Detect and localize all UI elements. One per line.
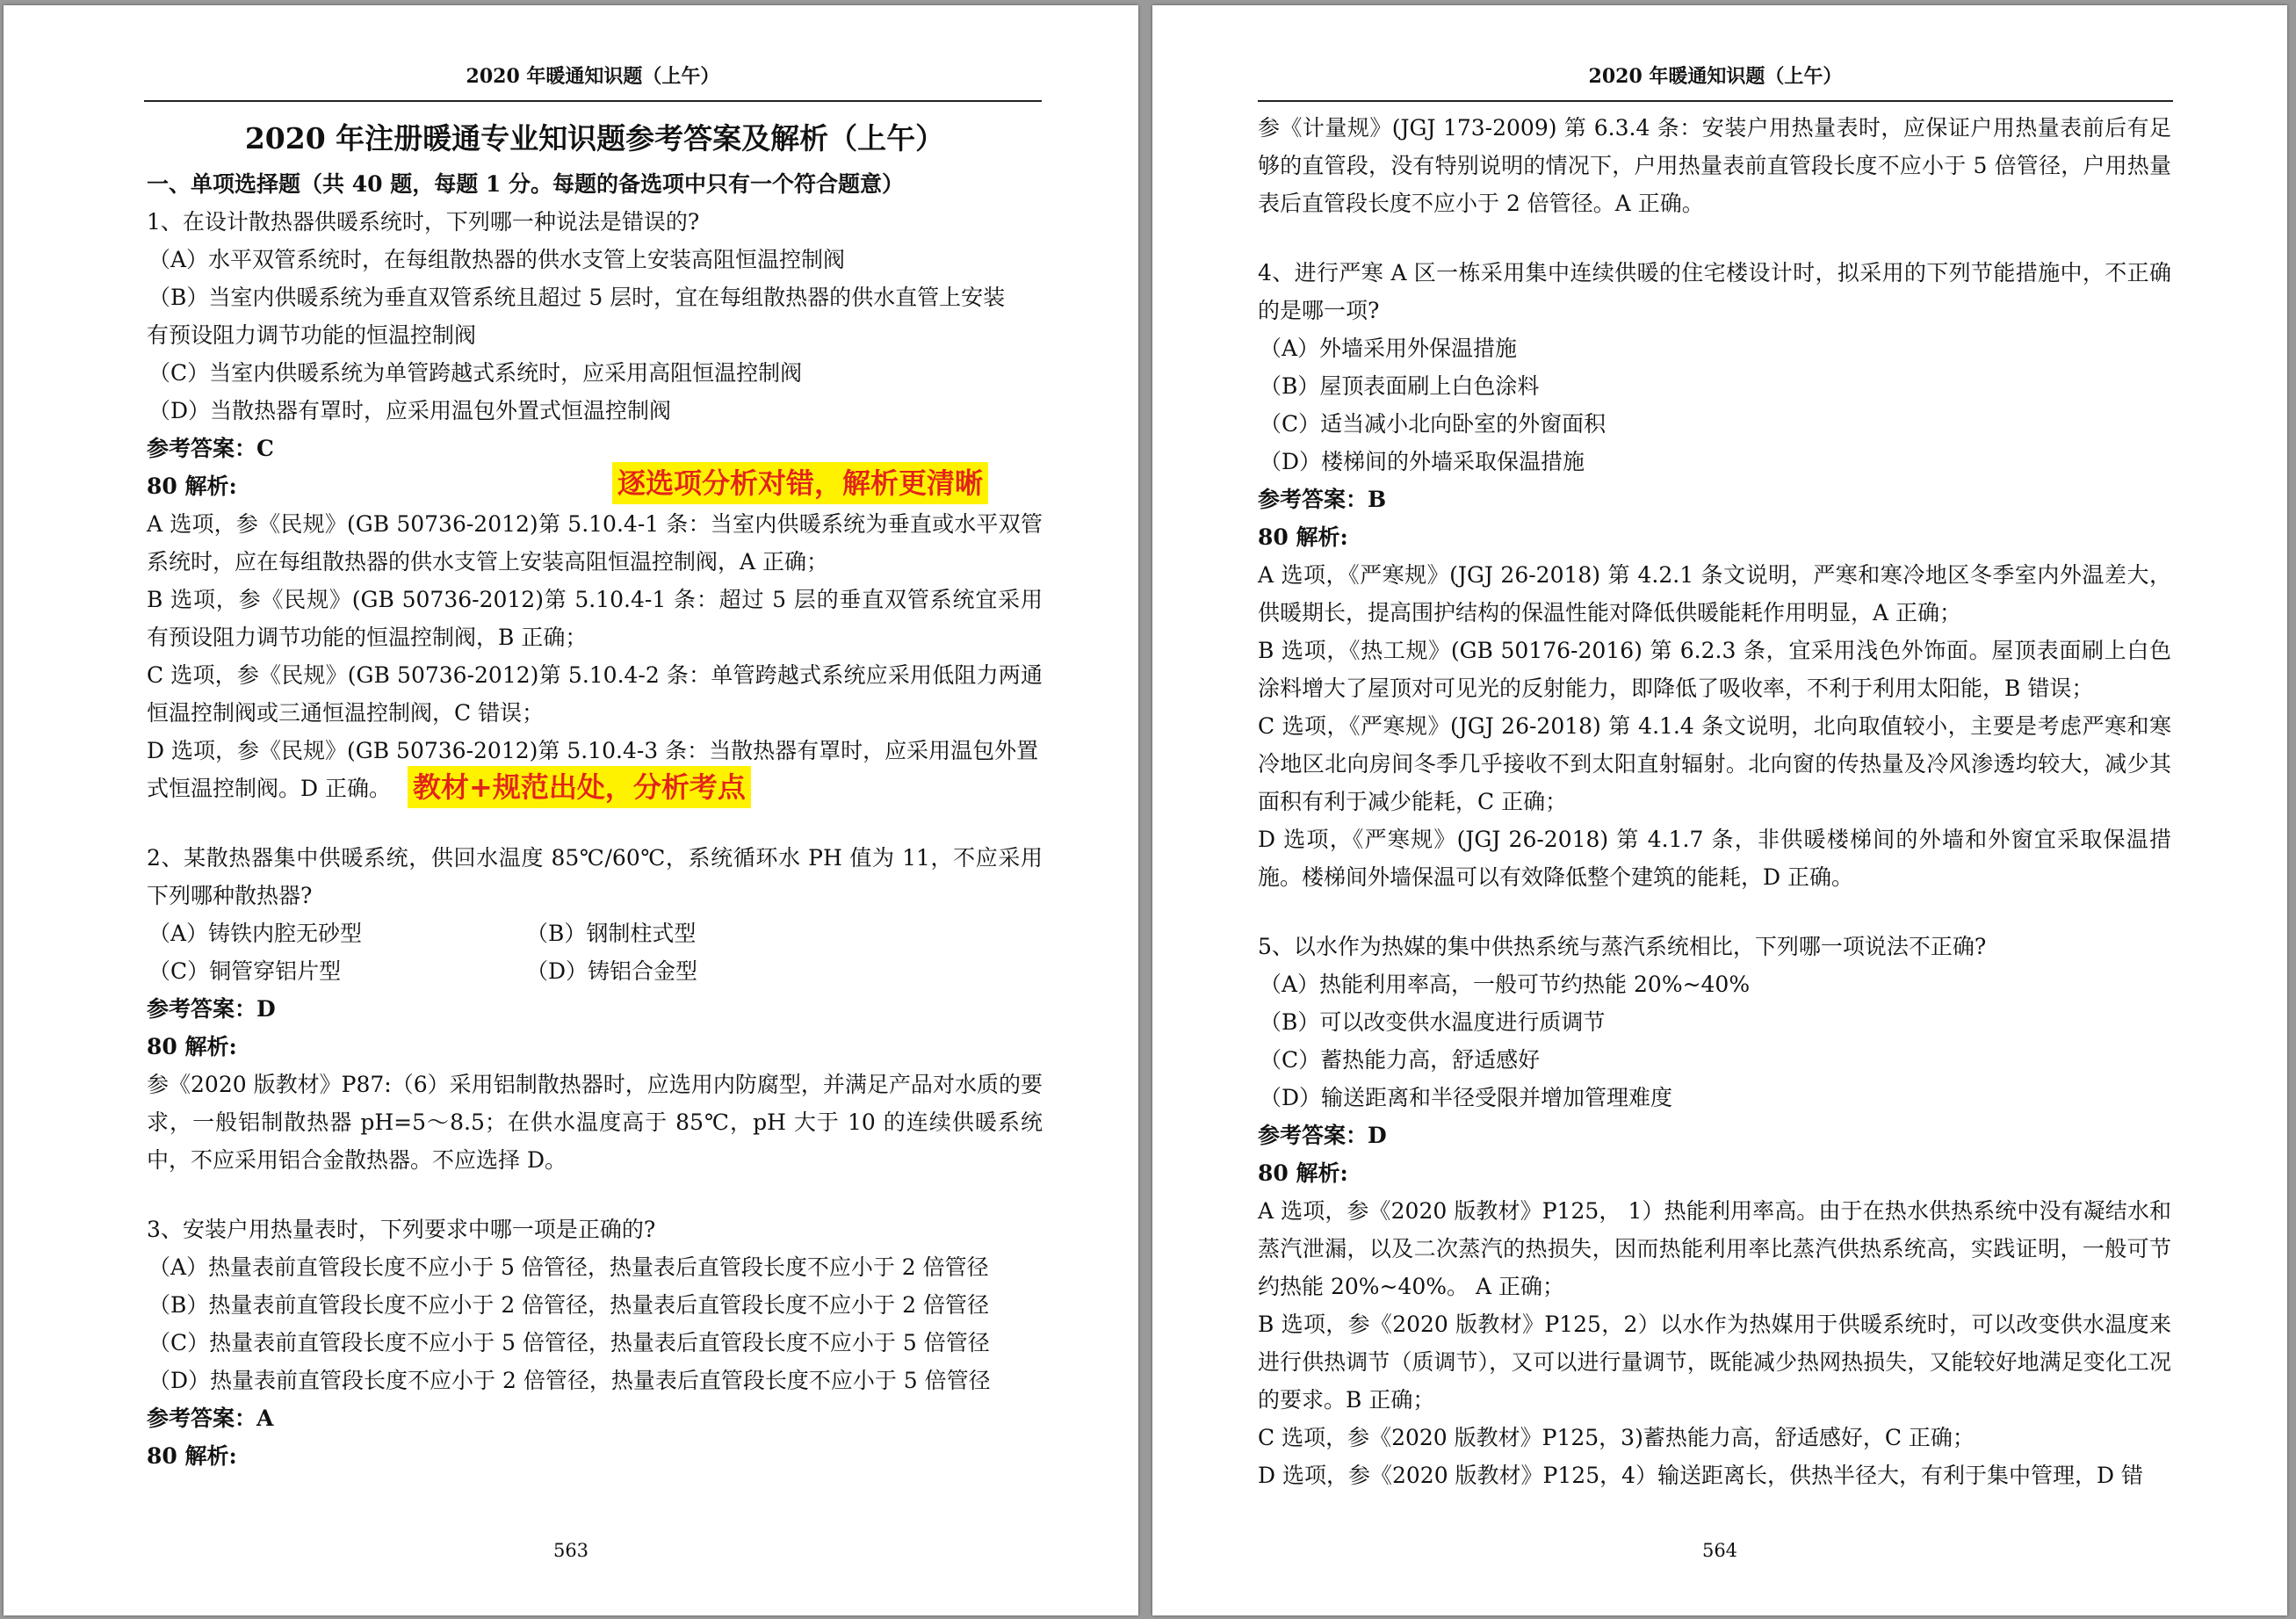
- q4-option-b: （B）屋顶表面刷上白色涂料: [1260, 373, 1540, 399]
- q4-analysis-c: C 选项，《严寒规》(JGJ 26-2018) 第 4.1.4 条文说明，北向取值较小，主要是考虑严寒和寒冷地区北向房间冬季几乎接收不到太阳直射辐射。北向窗的传热量及冷风渗透均较大，减少其面积有利于减少能耗，C 正确；: [1258, 713, 2171, 814]
- q1-analysis-d: D 选项，参《民规》(GB 50736-2012)第 5.10.4-3 条：当散热器有罩时，应采用温包外置: [147, 738, 1039, 763]
- q5-option-d: （D）输送距离和半径受限并增加管理难度: [1260, 1085, 1673, 1110]
- q3-analysis-label: 80 解析:: [147, 1443, 237, 1469]
- running-header: 2020 年暖通知识题（上午）: [466, 65, 720, 88]
- question-5-stem: 5、以水作为热媒的集中供热系统与蒸汽系统相比，下列哪一项说法不正确?: [1258, 934, 1987, 959]
- q3-option-c: （C）热量表前直管段长度不应小于 5 倍管径，热量表后直管段长度不应小于 5 倍管径: [148, 1330, 990, 1355]
- question-3-stem: 3、安装户用热量表时，下列要求中哪一项是正确的?: [147, 1217, 656, 1242]
- q4-analysis-d: D 选项，《严寒规》(JGJ 26-2018) 第 4.1.7 条，非供暖楼梯间的外墙和外窗宜采取保温措施。楼梯间外墙保温可以有效降低整个建筑的能耗，D 正确。: [1258, 827, 2171, 890]
- q3-option-a: （A）热量表前直管段长度不应小于 5 倍管径，热量表后直管段长度不应小于 2 倍管径: [148, 1254, 989, 1280]
- q3-analysis: 参《计量规》(JGJ 173-2009) 第 6.3.4 条：安装户用热量表时，应保证户用热量表前后有足够的直管段，没有特别说明的情况下，户用热量表前直管段长度不应小于 5 倍管径，户用热量表后直管段长度不应小于 2 倍管径。A 正确。: [1258, 115, 2171, 216]
- q4-analysis-label: 80 解析:: [1258, 524, 1348, 550]
- q5-analysis-label: 80 解析:: [1258, 1160, 1348, 1186]
- page-564: [1152, 5, 2287, 1615]
- q1-analysis-a: A 选项，参《民规》(GB 50736-2012)第 5.10.4-1 条：当室内供暖系统为垂直或水平双管系统时，应在每组散热器的供水支管上安装高阻恒温控制阀，A 正确；: [147, 511, 1043, 575]
- q4-analysis-b: B 选项，《热工规》(GB 50176-2016) 第 6.2.3 条，宜采用浅色外饰面。屋顶表面刷上白色涂料增大了屋顶对可见光的反射能力，即降低了吸收率，不利于利用太阳能，B 错误；: [1258, 638, 2171, 701]
- highlight-badge-2: 教材+规范出处，分析考点: [408, 766, 751, 808]
- question-4-stem: 4、进行严寒 A 区一栋采用集中连续供暖的住宅楼设计时，拟采用的下列节能措施中，不正确的是哪一项?: [1258, 260, 2171, 323]
- q4-option-a: （A）外墙采用外保温措施: [1260, 336, 1518, 361]
- page-number: 564: [1701, 1540, 1738, 1561]
- q5-analysis-c: C 选项，参《2020 版教材》P125，3)蓄热能力高，舒适感好，C 正确；: [1258, 1425, 1975, 1450]
- q2-answer: 参考答案：D: [147, 996, 276, 1022]
- document-title: 2020 年注册暖通专业知识题参考答案及解析（上午）: [244, 121, 945, 155]
- q2-analysis-label: 80 解析:: [147, 1034, 237, 1059]
- q3-option-b: （B）热量表前直管段长度不应小于 2 倍管径，热量表后直管段长度不应小于 2 倍管径: [148, 1292, 989, 1318]
- q4-answer: 参考答案：B: [1258, 487, 1387, 512]
- question-2-stem: 2、某散热器集中供暖系统，供回水温度 85℃/60℃，系统循环水 PH 值为 11，不应采用下列哪种散热器?: [147, 845, 1043, 908]
- page-563: [4, 5, 1138, 1615]
- q1-analysis-c: C 选项，参《民规》(GB 50736-2012)第 5.10.4-2 条：单管跨越式系统应采用低阻力两通恒温控制阀或三通恒温控制阀，C 错误；: [147, 662, 1043, 726]
- q1-analysis-label: 80 解析:: [147, 473, 237, 499]
- q1-analysis-d-cont: 式恒温控制阀。D 正确。: [147, 776, 391, 801]
- q5-analysis-a: A 选项，参《2020 版教材》P125， 1）热能利用率高。由于在热水供热系统中没有凝结水和蒸汽泄漏，以及二次蒸汽的热损失，因而热能利用率比蒸汽供热系统高，实践证明，一般可节约热能 20%~40%。 A 正确；: [1258, 1198, 2171, 1299]
- q2-analysis: 参《2020 版教材》P87:（6）采用铝制散热器时，应选用内防腐型，并满足产品对水质的要求，一般铝制散热器 pH=5～8.5；在供水温度高于 85℃，pH 大于 10 的连续供暖系统中，不应采用铝合金散热器。不应选择 D。: [147, 1072, 1043, 1173]
- q1-answer: 参考答案：C: [147, 436, 274, 461]
- question-1-stem: 1、在设计散热器供暖系统时，下列哪一种说法是错误的?: [147, 209, 700, 235]
- highlight-badge: 逐选项分析对错，解析更清晰: [612, 462, 988, 504]
- q5-analysis-d: D 选项，参《2020 版教材》P125，4）输送距离长，供热半径大，有利于集中管理，D 错: [1258, 1463, 2143, 1488]
- q5-analysis-b: B 选项，参《2020 版教材》P125，2）以水作为热媒用于供暖系统时，可以改变供水温度来进行供热调节（质调节），又可以进行量调节，既能减少热网热损失，又能较好地满足变化工况的要求。B 正确；: [1258, 1312, 2171, 1413]
- q1-option-b-cont: 有预设阻力调节功能的恒温控制阀: [147, 322, 477, 348]
- q2-option-c: （C）铜管穿铝片型: [148, 958, 342, 984]
- header-divider: [144, 100, 1042, 102]
- q5-option-c: （C）蓄热能力高，舒适感好: [1260, 1047, 1541, 1073]
- header-divider: [1258, 100, 2173, 102]
- q1-option-a: （A）水平双管系统时，在每组散热器的供水支管上安装高阻恒温控制阀: [148, 247, 846, 272]
- q1-option-d: （D）当散热器有罩时，应采用温包外置式恒温控制阀: [148, 398, 672, 423]
- q1-option-c: （C）当室内供暖系统为单管跨越式系统时，应采用高阻恒温控制阀: [148, 360, 803, 386]
- q3-option-d: （D）热量表前直管段长度不应小于 2 倍管径，热量表后直管段长度不应小于 5 倍管径: [148, 1368, 991, 1393]
- page-content: [147, 109, 1043, 1475]
- q4-option-c: （C）适当减小北向卧室的外窗面积: [1260, 411, 1606, 437]
- q4-option-d: （D）楼梯间的外墙采取保温措施: [1260, 449, 1585, 474]
- page-content: [1258, 109, 2171, 1494]
- q5-option-a: （A）热能利用率高，一般可节约热能 20%~40%: [1260, 972, 1751, 997]
- running-header: 2020 年暖通知识题（上午）: [1588, 65, 1843, 88]
- q2-option-d: （D）铸铝合金型: [526, 958, 698, 984]
- section-title: 一、单项选择题（共 40 题，每题 1 分。每题的备选项中只有一个符合题意）: [147, 171, 905, 197]
- q5-answer: 参考答案：D: [1258, 1123, 1387, 1148]
- q5-option-b: （B）可以改变供水温度进行质调节: [1260, 1009, 1606, 1035]
- page-number: 563: [552, 1540, 589, 1561]
- q2-option-a: （A）铸铁内腔无砂型: [148, 921, 363, 946]
- q1-option-b: （B）当室内供暖系统为垂直双管系统且超过 5 层时，宜在每组散热器的供水直管上安装: [148, 285, 1006, 310]
- q4-analysis-a: A 选项，《严寒规》(JGJ 26-2018) 第 4.2.1 条文说明，严寒和寒冷地区冬季室内外温差大，供暖期长，提高围护结构的保温性能对降低供暖能耗作用明显，A 正确；: [1258, 562, 2171, 625]
- q3-answer: 参考答案：A: [147, 1406, 274, 1431]
- q2-option-b: （B）钢制柱式型: [526, 921, 697, 946]
- q1-analysis-b: B 选项，参《民规》(GB 50736-2012)第 5.10.4-1 条：超过 5 层的垂直双管系统宜采用有预设阻力调节功能的恒温控制阀，B 正确；: [147, 587, 1043, 650]
